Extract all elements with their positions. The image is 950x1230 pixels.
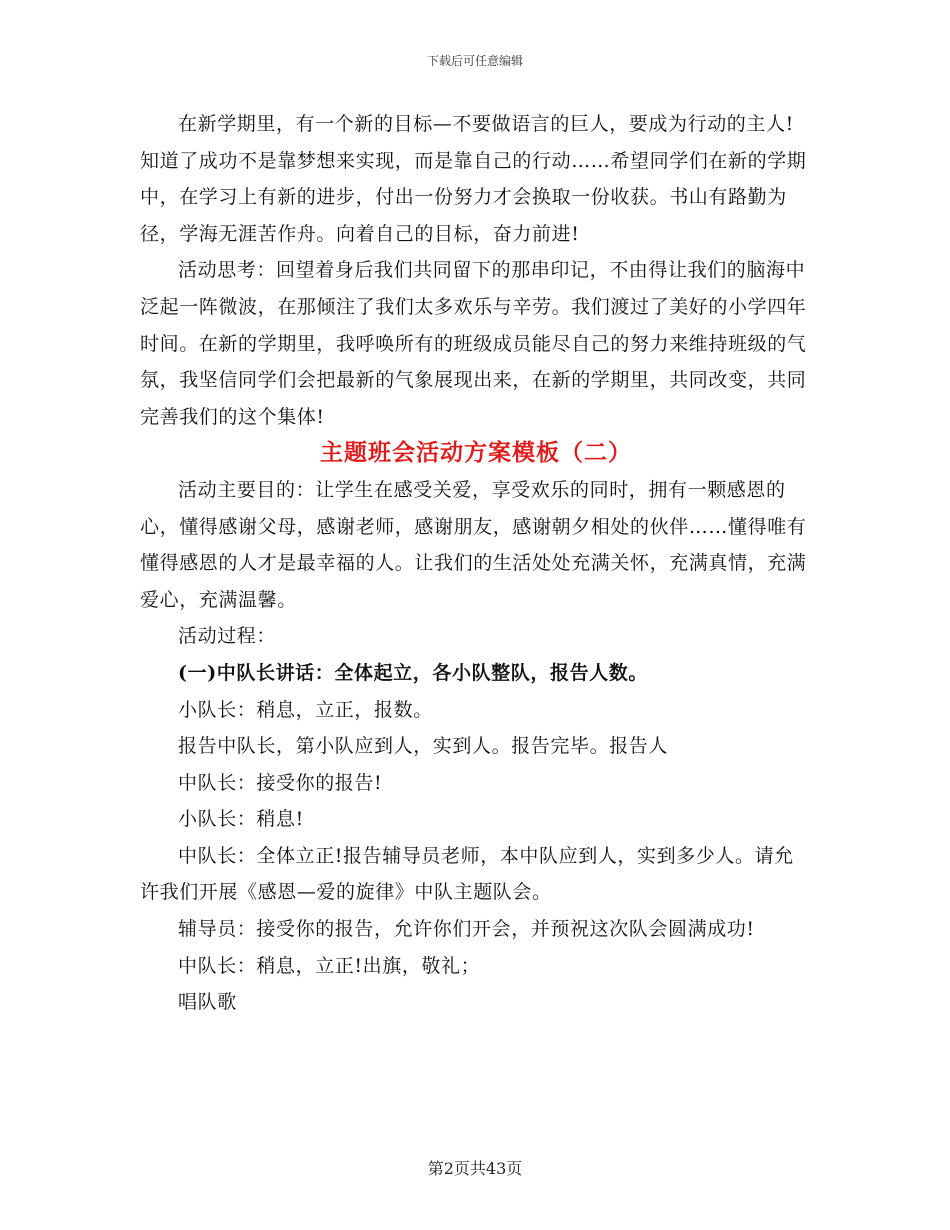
document-body — [140, 106, 812, 1021]
paragraph: 唱队歌 — [178, 991, 237, 1014]
paragraph: 在新学期里，有一个新的目标—不要做语言的巨人，要成为行动的主人!知道了成功不是靠梦想来实现，而是靠自己的行动……希望同学们在新的学期中，在学习上有新的进步，付出一份努力才会换取一份收获。书山有路勤为径，学海无涯苦作舟。向着自己的目标，奋力前进! — [140, 113, 807, 245]
paragraph: 辅导员：接受你的报告，允许你们开会，并预祝这次队会圆满成功! — [178, 918, 755, 941]
paragraph: 活动主要目的：让学生在感受关爱，享受欢乐的同时，拥有一颗感恩的心，懂得感谢父母，感谢老师，感谢朋友，感谢朝夕相处的伙伴……懂得唯有懂得感恩的人才是最幸福的人。让我们的生活处处充满关怀，充满真情，充满爱心，充满温馨。 — [140, 478, 807, 611]
paragraph: 小队长：稍息，立正，报数。 — [178, 698, 433, 721]
page-header: 下载后可任意编辑 — [426, 54, 523, 68]
paragraph: 中队长：稍息，立正!出旗，敬礼； — [178, 954, 481, 977]
paragraph: 活动过程： — [178, 625, 277, 648]
paragraph: 报告中队长，第小队应到人，实到人。报告完毕。报告人 — [178, 735, 669, 758]
section-title: 主题班会活动方案模板（二） — [320, 439, 632, 467]
paragraph: 小队长：稍息! — [178, 808, 304, 831]
bold-heading: (一)中队长讲话：全体起立，各小队整队，报告人数。 — [178, 661, 648, 684]
page-footer: 第2页共43页 — [427, 1159, 523, 1178]
paragraph: 活动思考：回望着身后我们共同留下的那串印记，不由得让我们的脑海中泛起一阵微波，在那倾注了我们太多欢乐与辛劳。我们渡过了美好的小学四年时间。在新的学期里，我呼唤所有的班级成员能尽自己的努力来维持班级的气氛，我坚信同学们会把最新的气象展现出来，在新的学期里，共同改变，共同完善我们的这个集体! — [140, 259, 807, 428]
paragraph: 中队长：全体立正!报告辅导员老师，本中队应到人，实到多少人。请允许我们开展《感恩—爱的旋律》中队主题队会。 — [140, 844, 794, 904]
paragraph: 中队长：接受你的报告! — [178, 771, 383, 794]
